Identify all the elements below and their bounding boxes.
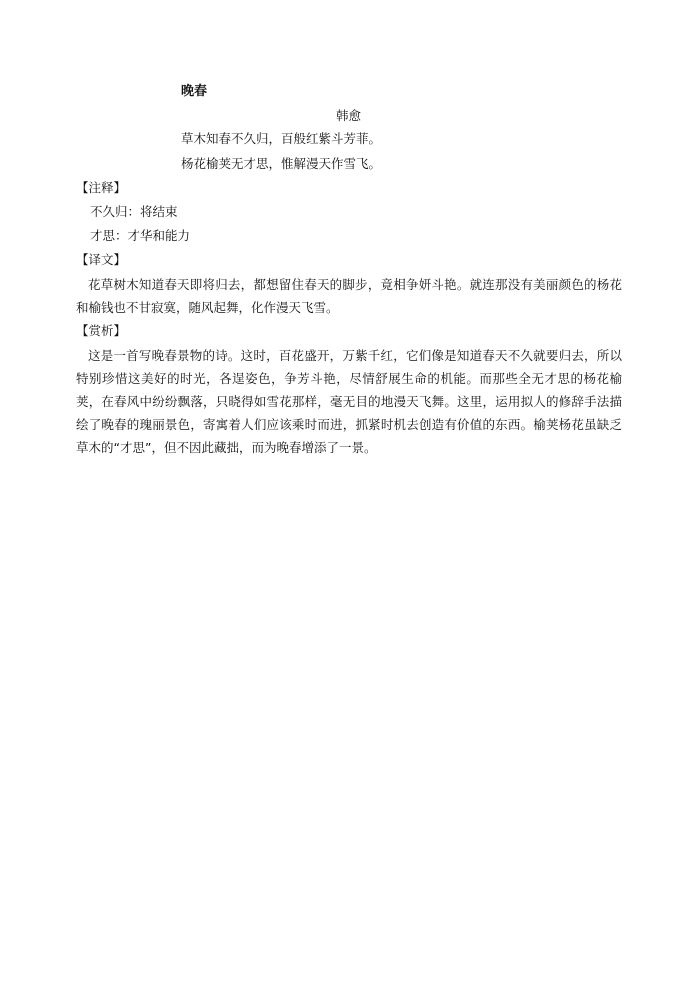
note-item-2: 才思：才华和能力 bbox=[90, 228, 191, 243]
translation-heading: 【译文】 bbox=[76, 252, 127, 267]
notes-heading: 【注释】 bbox=[76, 180, 127, 195]
poem-author: 韩愈 bbox=[336, 108, 362, 123]
note-item-1: 不久归：将结束 bbox=[90, 204, 178, 219]
appreciation-text: 这是一首写晚春景物的诗。这时，百花盛开，万紫千红，它们像是知道春天不久就要归去，所以特别珍惜这美好的时光，各逞姿色，争芳斗艳，尽情舒展生命的机能。而那些全无才思的杨花榆荚，在春风中纷纷飘落，只晓得如雪花那样，毫无目的地漫天飞舞。这里，运用拟人的修辞手法描绘了晚春的瑰丽景色，寄寓着人们应该乘时而进，抓紧时机去创造有价值的东西。榆荚杨花虽缺乏草木的“才思”，但不因此藏拙，而为晚春增添了一景。 bbox=[76, 348, 622, 455]
poem-line-1: 草木知春不久归，百般红紫斗芳菲。 bbox=[181, 131, 382, 146]
appreciation-heading: 【赏析】 bbox=[76, 323, 127, 338]
poem-line-2: 杨花榆荚无才思，惟解漫天作雪飞。 bbox=[181, 156, 382, 171]
poem-title: 晚春 bbox=[181, 84, 208, 99]
translation-text: 花草树木知道春天即将归去，都想留住春天的脚步，竟相争妍斗艳。就连那没有美丽颜色的杨花和榆钱也不甘寂寞，随风起舞，化作漫天飞雪。 bbox=[76, 277, 622, 315]
